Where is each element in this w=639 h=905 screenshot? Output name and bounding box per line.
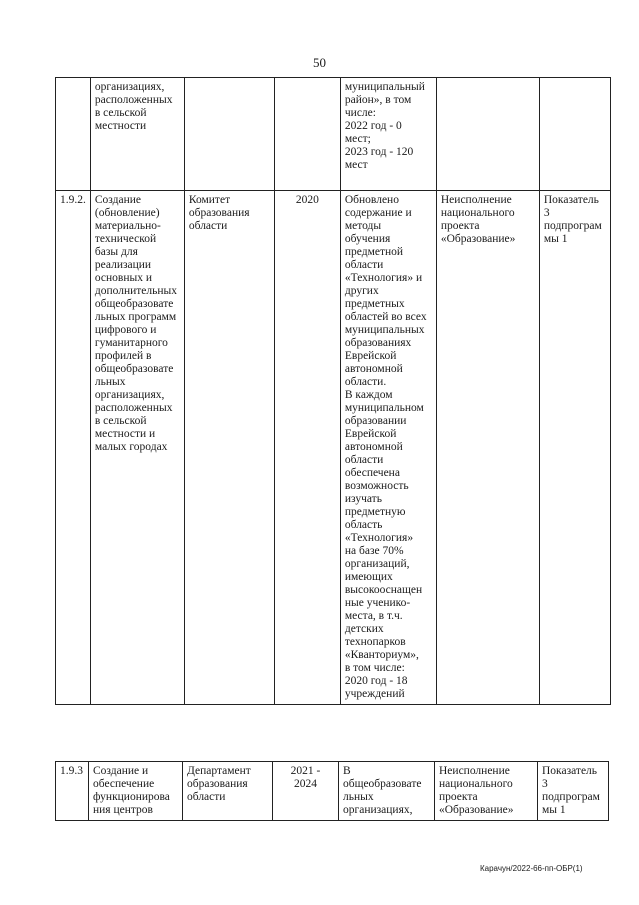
- table-row: [56, 762, 609, 821]
- cell-period: 2020: [274, 191, 340, 705]
- cell-measure-name: Создание (обновление) материально- технической базы для реализации основных и дополнительных общеобразовате льных программ цифрового и гуманитарного профилей в общеобразовате льных организациях, расположенных в сельской местности и малых городах: [90, 191, 184, 705]
- document-footer-id: Карачун/2022-66-пп-ОБР(1): [480, 864, 583, 873]
- cell-expected-result: муниципальный район», в том числе: 2022 год - 0 мест; 2023 год - 120 мест: [340, 78, 436, 191]
- cell-period: [274, 78, 340, 191]
- table-row: [56, 191, 611, 705]
- page-number: 50: [313, 55, 326, 70]
- cell-expected-result: В общеобразовате льных организациях,: [339, 762, 435, 821]
- cell-expected-result: Обновлено содержание и методы обучения предметной области «Технология» и других предметных областей во всех муниципальных образованиях Еврейской автономной области. В каждом муниципальном образовании Еврейской автономной области обеспечена возможность изучать предметную область «Технология» на базе 70% организаций, имеющих высокооснащен ные ученико- места, в т.ч. детских технопарков «Кванториум», в том числе: 2020 год - 18 учреждений: [340, 191, 436, 705]
- cell-consequence: Неисполнение национального проекта «Образование»: [435, 762, 538, 821]
- cell-executor: Департамент образования области: [183, 762, 273, 821]
- cell-measure-name: организациях, расположенных в сельской местности: [90, 78, 184, 191]
- cell-consequence: Неисполнение национального проекта «Образование»: [436, 191, 539, 705]
- table-row: [56, 78, 611, 191]
- cell-number: 1.9.2.: [56, 191, 91, 705]
- cell-period: 2021 - 2024: [273, 762, 339, 821]
- cell-number: [56, 78, 91, 191]
- cell-measure-name: Создание и обеспечение функционирова ния центров: [89, 762, 183, 821]
- cell-indicator-link: Показатель 3 подпрограм мы 1: [538, 762, 609, 821]
- cell-indicator-link: [539, 78, 610, 191]
- cell-consequence: [436, 78, 539, 191]
- measures-table-continued: [55, 761, 609, 821]
- measures-table: [55, 77, 611, 705]
- cell-number: 1.9.3: [56, 762, 89, 821]
- cell-executor: [184, 78, 274, 191]
- cell-indicator-link: Показатель 3 подпрограм мы 1: [539, 191, 610, 705]
- cell-executor: Комитет образования области: [184, 191, 274, 705]
